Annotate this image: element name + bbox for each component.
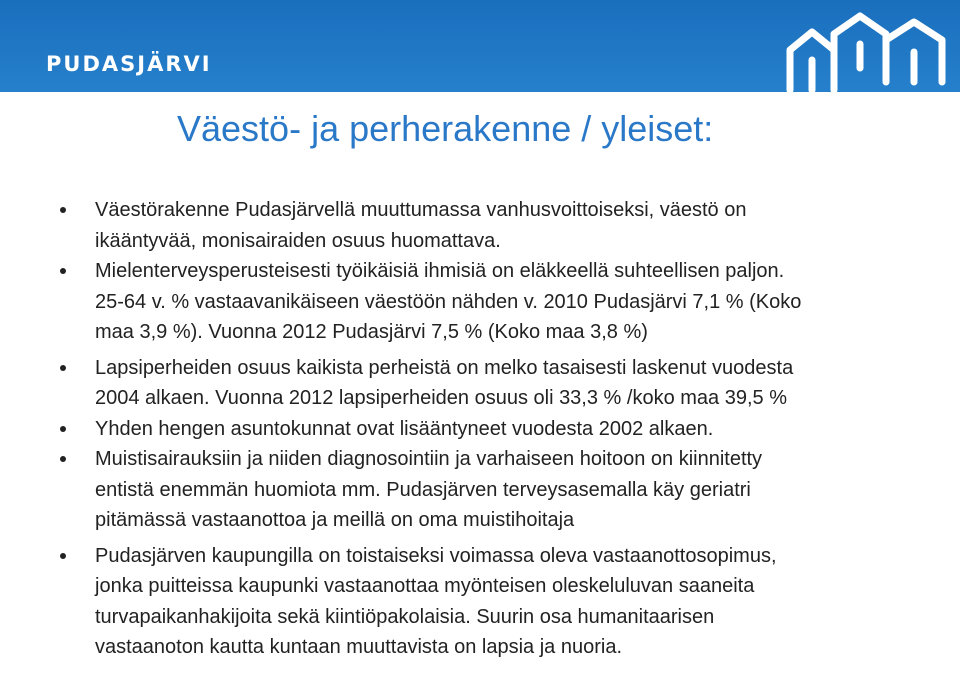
bullet-text-line: entistä enemmän huomiota mm. Pudasjärven terveysasemalla käy geriatri	[95, 478, 751, 501]
bullet-text-line: 25-64 v. % vastaavanikäiseen väestöön nähden v. 2010 Pudasjärvi 7,1 % (Koko	[95, 290, 802, 313]
header-band	[0, 0, 960, 92]
bullet-text-line: turvapaikanhakijoita sekä kiintiöpakolaisia. Suurin osa humanitaarisen	[95, 605, 715, 628]
bullet-text-line: pitämässä vastaanottoa ja meillä on oma muistihoitaja	[95, 509, 575, 531]
bullet-item	[0, 353, 960, 414]
bullet-item	[0, 444, 960, 536]
bullet-text-line: Mielenterveysperusteisesti työikäisiä ihmisiä on eläkkeellä suhteellisen paljon.	[95, 260, 785, 282]
bullet-list	[0, 195, 960, 663]
bullet-item	[0, 414, 960, 445]
bullet-item	[0, 195, 960, 256]
bullet-text-line: maa 3,9 %). Vuonna 2012 Pudasjärvi 7,5 % (Koko maa 3,8 %)	[95, 321, 648, 343]
slide-title: Väestö- ja perherakenne / yleiset:	[177, 108, 714, 149]
bullet-text-line: jonka puitteissa kaupunki vastaanottaa myönteisen oleskeluluvan saaneita	[95, 575, 755, 597]
bullet-text-line: Muistisairauksiin ja niiden diagnosointiin ja varhaiseen hoitoon on kiinnitetty	[95, 448, 763, 470]
pudasjarvi-logo: PUDASJÄRVI	[46, 52, 212, 76]
bullet-text-line: Yhden hengen asuntokunnat ovat lisääntyneet vuodesta 2002 alkaen.	[95, 417, 714, 440]
bullet-text-line: vastaanoton kautta kuntaan muuttavista on lapsia ja nuoria.	[95, 636, 623, 658]
bullet-text-line: ikääntyvää, monisairaiden osuus huomattava.	[95, 229, 501, 252]
bullet-text-line: Lapsiperheiden osuus kaikista perheistä on melko tasaisesti laskenut vuodesta	[95, 356, 794, 379]
city-skyline-icon	[782, 10, 960, 92]
bullet-text-line: Pudasjärven kaupungilla on toistaiseksi voimassa oleva vastaanottosopimus,	[95, 544, 777, 567]
bullet-item	[0, 541, 960, 663]
bullet-item	[0, 256, 960, 348]
bullet-text-line: 2004 alkaen. Vuonna 2012 lapsiperheiden osuus oli 33,3 % /koko maa 39,5 %	[95, 387, 787, 409]
bullet-text-line: Väestörakenne Pudasjärvellä muuttumassa vanhusvoittoiseksi, väestö on	[95, 199, 747, 221]
